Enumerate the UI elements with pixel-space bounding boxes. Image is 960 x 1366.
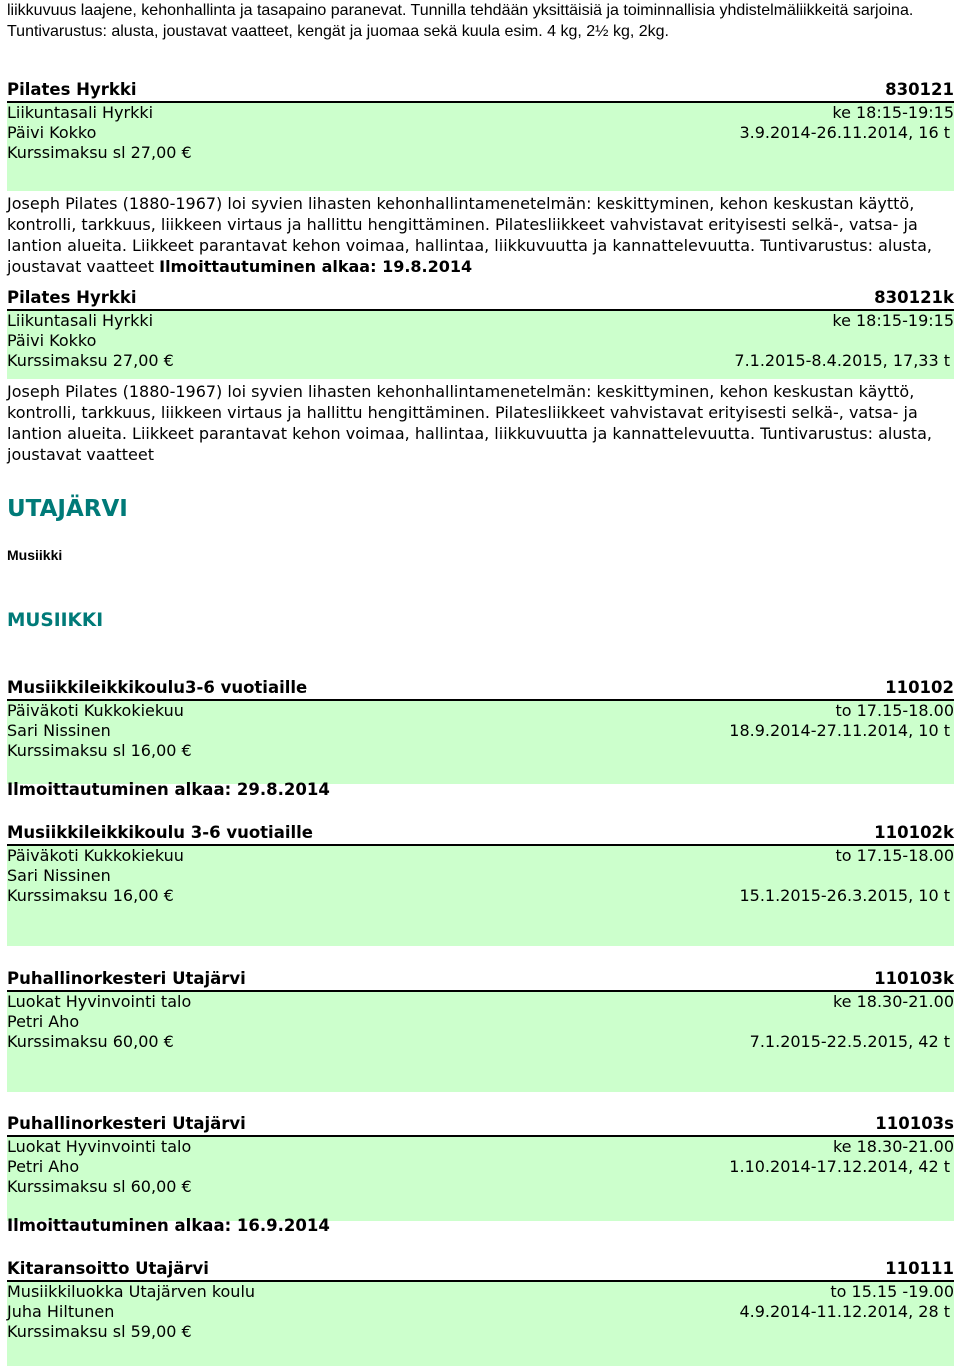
course-code: 110103k bbox=[874, 969, 954, 988]
course-110102k bbox=[7, 822, 954, 946]
course-pilates-830121 bbox=[7, 79, 954, 277]
course-dates: 4.9.2014-11.12.2014, 28 t bbox=[739, 1302, 950, 1321]
course-code: 110111 bbox=[885, 1259, 954, 1278]
course-pilates-830121k bbox=[7, 287, 954, 465]
course-name: Pilates Hyrkki bbox=[7, 288, 137, 307]
course-teacher: Sari Nissinen bbox=[7, 866, 111, 885]
course-name: Puhallinorkesteri Utajärvi bbox=[7, 969, 246, 988]
course-teacher: Päivi Kokko bbox=[7, 123, 97, 142]
course-dates: 7.1.2015-22.5.2015, 42 t bbox=[749, 1032, 950, 1051]
course-dates: 7.1.2015-8.4.2015, 17,33 t bbox=[734, 351, 950, 370]
course-details bbox=[7, 311, 954, 379]
course-name: Pilates Hyrkki bbox=[7, 80, 137, 99]
course-header bbox=[7, 287, 954, 311]
course-header bbox=[7, 968, 954, 992]
course-teacher: Päivi Kokko bbox=[7, 331, 97, 350]
course-details bbox=[7, 992, 954, 1092]
course-fee: Kurssimaksu sl 60,00 € bbox=[7, 1177, 192, 1196]
course-dates: 1.10.2014-17.12.2014, 42 t bbox=[729, 1157, 950, 1176]
course-place: Liikuntasali Hyrkki bbox=[7, 103, 154, 122]
course-name: Musiikkileikkikoulu3-6 vuotiaille bbox=[7, 678, 308, 697]
course-time: to 15.15 -19.00 bbox=[830, 1282, 954, 1301]
course-time: to 17.15-18.00 bbox=[835, 701, 954, 720]
course-place: Liikuntasali Hyrkki bbox=[7, 311, 154, 330]
course-dates: 18.9.2014-27.11.2014, 10 t bbox=[729, 721, 950, 740]
course-details bbox=[7, 1137, 954, 1221]
course-110103s bbox=[7, 1113, 954, 1221]
course-110111 bbox=[7, 1258, 954, 1366]
registration-info: Ilmoittautuminen alkaa: 19.8.2014 bbox=[159, 257, 473, 276]
course-dates: 15.1.2015-26.3.2015, 10 t bbox=[739, 886, 950, 905]
course-header bbox=[7, 1113, 954, 1137]
course-teacher: Petri Aho bbox=[7, 1157, 80, 1176]
course-name: Puhallinorkesteri Utajärvi bbox=[7, 1114, 246, 1133]
section-title: UTAJÄRVI bbox=[7, 496, 128, 522]
course-details bbox=[7, 701, 954, 784]
course-code: 110103s bbox=[875, 1114, 954, 1133]
course-teacher: Juha Hiltunen bbox=[7, 1302, 115, 1321]
course-description: Joseph Pilates (1880-1967) loi syvien lihasten kehonhallintamenetelmän: keskittyminen, kehon keskustan käyttö, kontrolli, tarkkuus, liikkeen virtaus ja hallittu hengittäminen. Pilatesliikkeet vahvistavat erityisesti selkä-, vatsa- ja lantion alueita. Liikkeet parantavat kehon voimaa, hallintaa, liikkuvuutta ja kannattelevuutta. Tuntivarustus: alusta, joustavat vaatteet Ilmoittautuminen alkaa: 19.8.2014 bbox=[7, 194, 932, 276]
course-time: ke 18.30-21.00 bbox=[832, 1137, 954, 1156]
course-header bbox=[7, 677, 954, 701]
course-teacher: Sari Nissinen bbox=[7, 721, 111, 740]
course-fee: Kurssimaksu 60,00 € bbox=[7, 1032, 174, 1051]
course-code: 110102k bbox=[874, 823, 954, 842]
course-time: to 17.15-18.00 bbox=[835, 846, 954, 865]
course-header bbox=[7, 1258, 954, 1282]
course-code: 110102 bbox=[885, 678, 954, 697]
course-description: Joseph Pilates (1880-1967) loi syvien lihasten kehonhallintamenetelmän: keskittyminen, kehon keskustan käyttö, kontrolli, tarkkuus, liikkeen virtaus ja hallittu hengittäminen. Pilatesliikkeet vahvistavat erityisesti selkä-, vatsa- ja lantion alueita. Liikkeet parantavat kehon voimaa, hallintaa, liikkuvuutta ja kannattelevuutta. Tuntivarustus: alusta, joustavat vaatteet bbox=[7, 382, 932, 464]
course-name: Musiikkileikkikoulu 3-6 vuotiaille bbox=[7, 823, 313, 842]
course-code: 830121k bbox=[874, 288, 954, 307]
course-details bbox=[7, 103, 954, 191]
course-place: Luokat Hyvinvointi talo bbox=[7, 992, 192, 1011]
course-place: Luokat Hyvinvointi talo bbox=[7, 1137, 192, 1156]
course-details bbox=[7, 1282, 954, 1366]
category-title: MUSIIKKI bbox=[7, 610, 104, 631]
course-fee: Kurssimaksu sl 59,00 € bbox=[7, 1322, 192, 1341]
course-110102 bbox=[7, 677, 954, 784]
course-name: Kitaransoitto Utajärvi bbox=[7, 1259, 209, 1278]
course-place: Päiväkoti Kukkokiekuu bbox=[7, 846, 184, 865]
course-code: 830121 bbox=[885, 80, 954, 99]
course-fee: Kurssimaksu sl 27,00 € bbox=[7, 143, 192, 162]
course-fee: Kurssimaksu 16,00 € bbox=[7, 886, 174, 905]
category-label: Musiikki bbox=[7, 547, 63, 563]
course-teacher: Petri Aho bbox=[7, 1012, 80, 1031]
registration-info: Ilmoittautuminen alkaa: 29.8.2014 bbox=[7, 780, 330, 799]
course-time: ke 18.30-21.00 bbox=[832, 992, 954, 1011]
course-place: Päiväkoti Kukkokiekuu bbox=[7, 701, 184, 720]
course-fee: Kurssimaksu 27,00 € bbox=[7, 351, 174, 370]
course-header bbox=[7, 822, 954, 846]
course-110103k bbox=[7, 968, 954, 1092]
intro-paragraph: liikkuvuus laajene, kehonhallinta ja tasapaino paranevat. Tunnilla tehdään yksittäisiä ja toiminnallisia yhdistelmäliikkeitä sarjoina. Tuntivarustus: alusta, joustavat vaatteet, kengät ja juomaa sekä kuula esim. 4 kg, 2½ kg, 2kg. bbox=[7, 2, 914, 40]
course-details bbox=[7, 846, 954, 946]
course-fee: Kurssimaksu sl 16,00 € bbox=[7, 741, 192, 760]
course-place: Musiikkiluokka Utajärven koulu bbox=[7, 1282, 256, 1301]
course-dates: 3.9.2014-26.11.2014, 16 t bbox=[739, 123, 950, 142]
registration-info: Ilmoittautuminen alkaa: 16.9.2014 bbox=[7, 1216, 330, 1235]
course-time: ke 18:15-19:15 bbox=[832, 311, 954, 330]
course-time: ke 18:15-19:15 bbox=[832, 103, 954, 122]
course-header bbox=[7, 79, 954, 103]
